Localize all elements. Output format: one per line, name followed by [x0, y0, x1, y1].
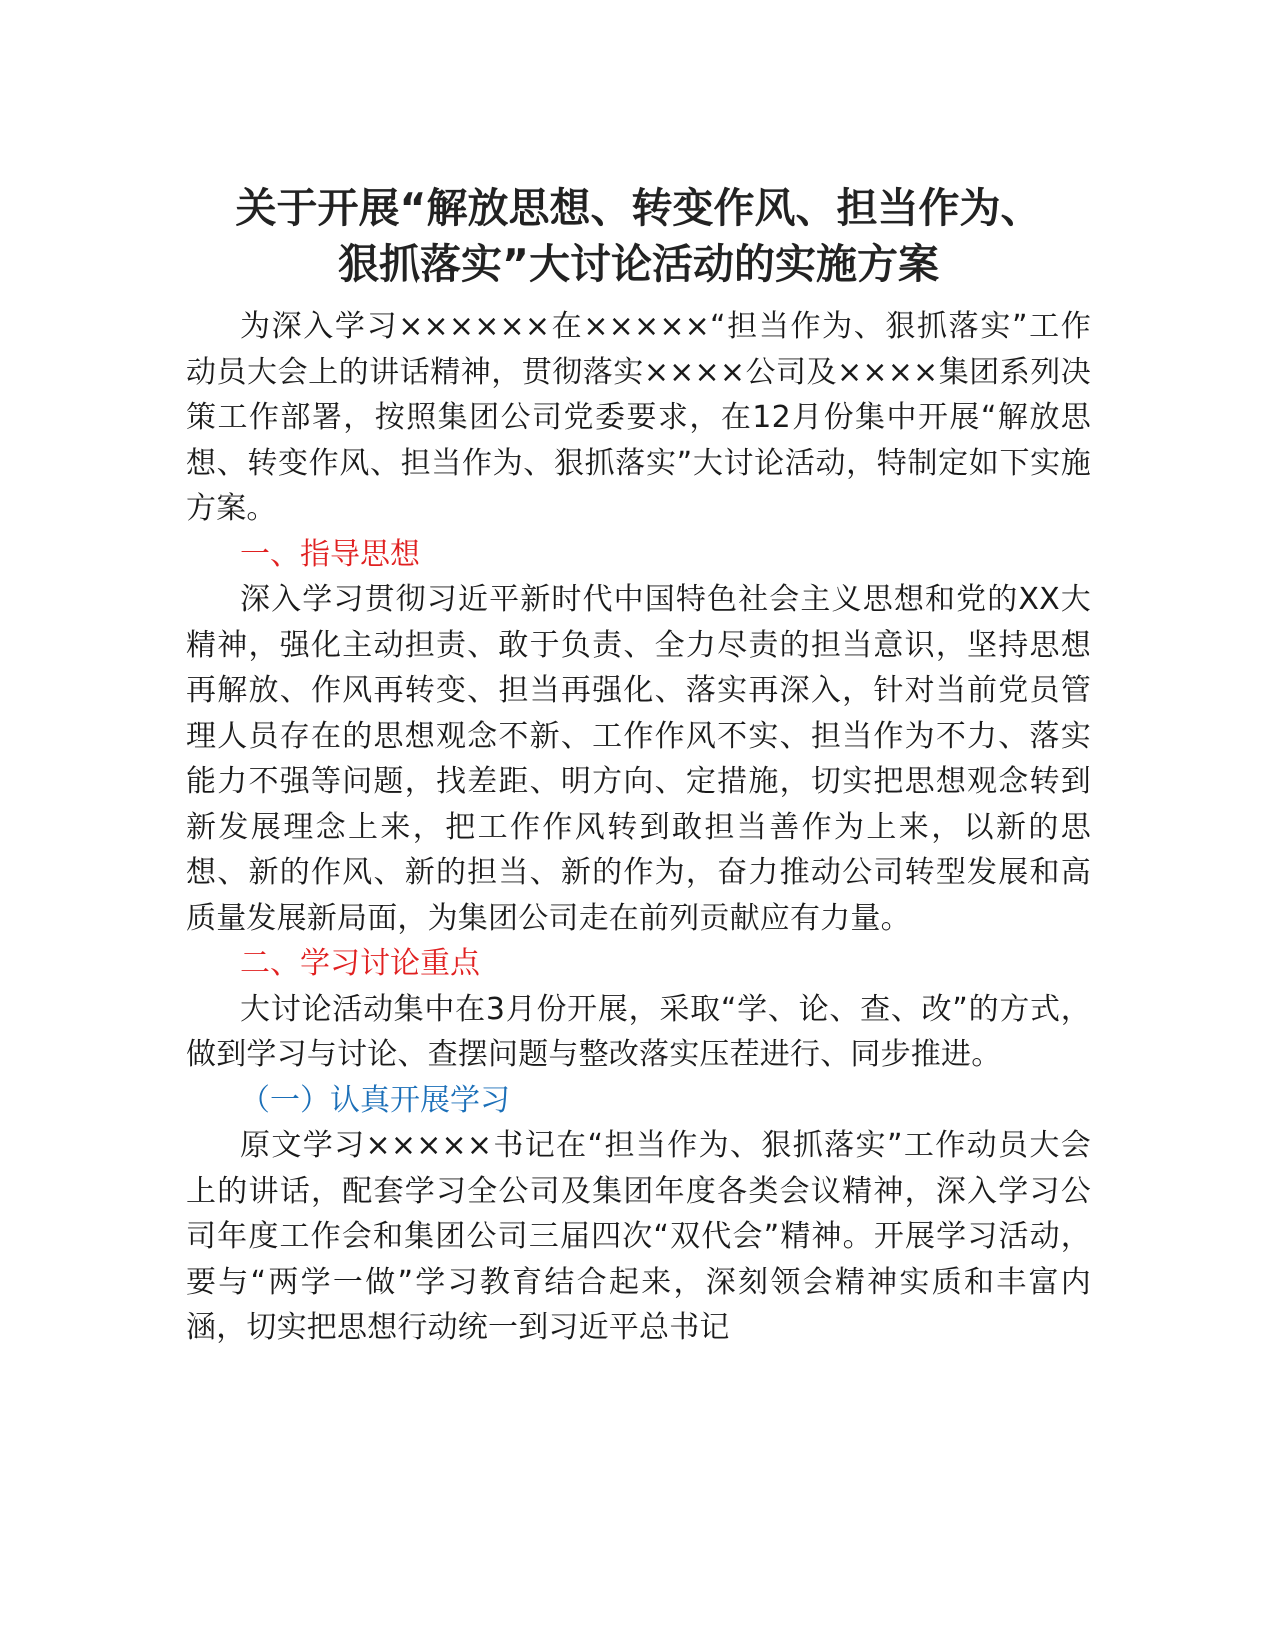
- document-page: [186, 180, 1091, 1351]
- subsection-1-heading: （一）认真开展学习: [240, 1082, 510, 1118]
- subsection-1-body: 原文学习×××××书记在“担当作为、狠抓落实”工作动员大会上的讲话，配套学习全公司及集团年度各类会议精神，深入学习公司年度工作会和集团公司三届四次“双代会”精神。开展学习活动，要与“两学一做”学习教育结合起来，深刻领会精神实质和丰富内涵，切实把思想行动统一到习近平总书记: [186, 1128, 1091, 1345]
- section-1-heading: 一、指导思想: [240, 536, 420, 572]
- section-1-body: 深入学习贯彻习近平新时代中国特色社会主义思想和党的XX大精神，强化主动担责、敢于负责、全力尽责的担当意识，坚持思想再解放、作风再转变、担当再强化、落实再深入，针对当前党员管理人员存在的思想观念不新、工作作风不实、担当作为不力、落实能力不强等问题，找差距、明方向、定措施，切实把思想观念转到新发展理念上来，把工作作风转到敢担当善作为上来，以新的思想、新的作风、新的担当、新的作为，奋力推动公司转型发展和高质量发展新局面，为集团公司走在前列贡献应有力量。: [186, 582, 1091, 936]
- title-line-1: 关于开展“解放思想、转变作风、担当作为、: [235, 184, 1042, 232]
- section-2-heading: 二、学习讨论重点: [240, 946, 480, 981]
- title-line-2: 狠抓落实”大讨论活动的实施方案: [338, 240, 939, 288]
- document-title: [186, 180, 1091, 292]
- section-2-body: 大讨论活动集中在3月份开展，采取“学、论、查、改”的方式，做到学习与讨论、查摆问题与整改落实压茬进行、同步推进。: [186, 991, 1091, 1072]
- intro-paragraph: 为深入学习××××××在×××××“担当作为、狠抓落实”工作动员大会上的讲话精神，贯彻落实××××公司及××××集团系列决策工作部署，按照集团公司党委要求，在12月份集中开展“解放思想、转变作风、担当作为、狠抓落实”大讨论活动，特制定如下实施方案。: [186, 309, 1091, 526]
